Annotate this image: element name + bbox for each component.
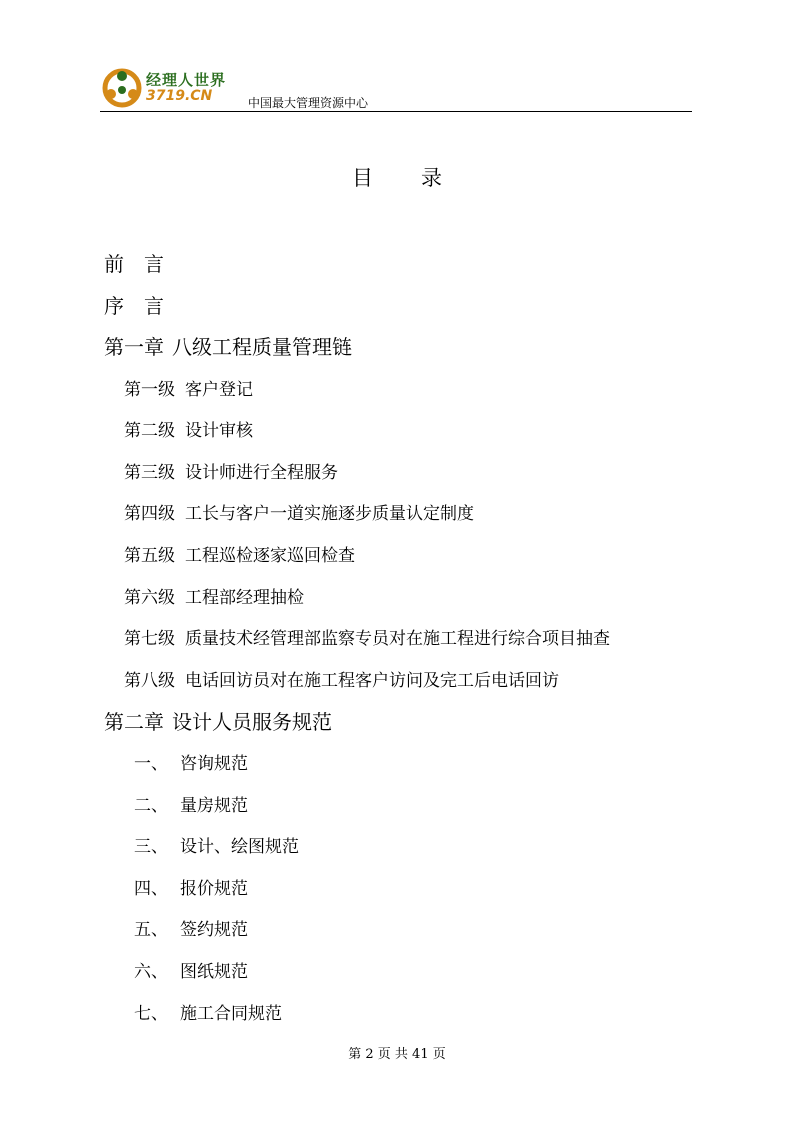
item-label: 第五级	[124, 546, 175, 566]
item-text: 量房规范	[180, 796, 248, 816]
toc-chapter-2-item[interactable]	[134, 999, 282, 1024]
item-label: 第四级	[124, 504, 175, 524]
title-char-2: 录	[421, 166, 442, 190]
toc-chapter-1-item[interactable]	[124, 499, 474, 524]
toc-chapter-1-item[interactable]	[124, 458, 338, 483]
item-label: 第一级	[124, 380, 175, 400]
item-label: 二、	[134, 796, 168, 816]
item-label: 一、	[134, 754, 168, 774]
logo-domain-text: 3719.CN	[146, 88, 213, 104]
chapter-1-label: 第一章	[104, 335, 164, 359]
preface-char-1: 前	[104, 252, 124, 276]
toc-chapter-1[interactable]	[104, 331, 352, 360]
toc-chapter-1-item[interactable]	[124, 416, 253, 441]
toc-chapter-2-item[interactable]	[134, 791, 248, 816]
item-text: 图纸规范	[180, 962, 248, 982]
header-slogan: 中国最大管理资源中心	[248, 96, 369, 110]
item-label: 七、	[134, 1004, 168, 1024]
toc-chapter-2-item[interactable]	[134, 874, 248, 899]
logo	[100, 66, 240, 110]
item-text: 施工合同规范	[180, 1004, 282, 1024]
item-label: 四、	[134, 879, 168, 899]
toc-chapter-1-item[interactable]	[124, 375, 253, 400]
chapter-1-title: 八级工程质量管理链	[172, 335, 352, 359]
item-label: 第六级	[124, 588, 175, 608]
page-header	[100, 66, 692, 112]
logo-chinese-text: 经理人世界	[146, 71, 227, 89]
item-text: 报价规范	[180, 879, 248, 899]
toc-chapter-2[interactable]	[104, 706, 332, 735]
foreword-char-2: 言	[144, 294, 164, 318]
item-text: 设计审核	[185, 421, 253, 441]
toc-chapter-2-item[interactable]	[134, 749, 248, 774]
header-divider	[100, 111, 692, 112]
toc-chapter-2-item[interactable]	[134, 832, 299, 857]
item-label: 第七级	[124, 629, 175, 649]
item-label: 第三级	[124, 463, 175, 483]
item-label: 三、	[134, 837, 168, 857]
item-text: 咨询规范	[180, 754, 248, 774]
item-label: 第二级	[124, 421, 175, 441]
toc-chapter-1-item[interactable]	[124, 541, 355, 566]
item-label: 六、	[134, 962, 168, 982]
toc-chapter-1-item[interactable]	[124, 583, 304, 608]
chapter-2-title: 设计人员服务规范	[172, 710, 332, 734]
item-text: 签约规范	[180, 920, 248, 940]
page-title	[0, 162, 794, 192]
toc-chapter-2-item[interactable]	[134, 915, 248, 940]
title-char-1: 目	[352, 166, 373, 190]
page-footer: 第 2 页 共 41 页	[348, 1047, 446, 1062]
chapter-2-label: 第二章	[104, 710, 164, 734]
toc-chapter-1-item[interactable]	[124, 624, 610, 649]
item-text: 工长与客户一道实施逐步质量认定制度	[185, 504, 474, 524]
toc-foreword[interactable]	[104, 290, 164, 319]
toc-chapter-1-item[interactable]	[124, 666, 559, 691]
item-text: 工程巡检逐家巡回检查	[185, 546, 355, 566]
preface-char-2: 言	[144, 252, 164, 276]
item-text: 工程部经理抽检	[185, 588, 304, 608]
item-text: 客户登记	[185, 380, 253, 400]
logo-emblem-icon	[100, 66, 144, 110]
toc-chapter-2-item[interactable]	[134, 957, 248, 982]
toc-preface[interactable]	[104, 248, 164, 277]
foreword-char-1: 序	[104, 294, 124, 318]
item-text: 电话回访员对在施工程客户访问及完工后电话回访	[185, 671, 559, 691]
item-label: 五、	[134, 920, 168, 940]
item-text: 设计师进行全程服务	[185, 463, 338, 483]
item-text: 设计、绘图规范	[180, 837, 299, 857]
item-text: 质量技术经管理部监察专员对在施工程进行综合项目抽查	[185, 629, 610, 649]
item-label: 第八级	[124, 671, 175, 691]
